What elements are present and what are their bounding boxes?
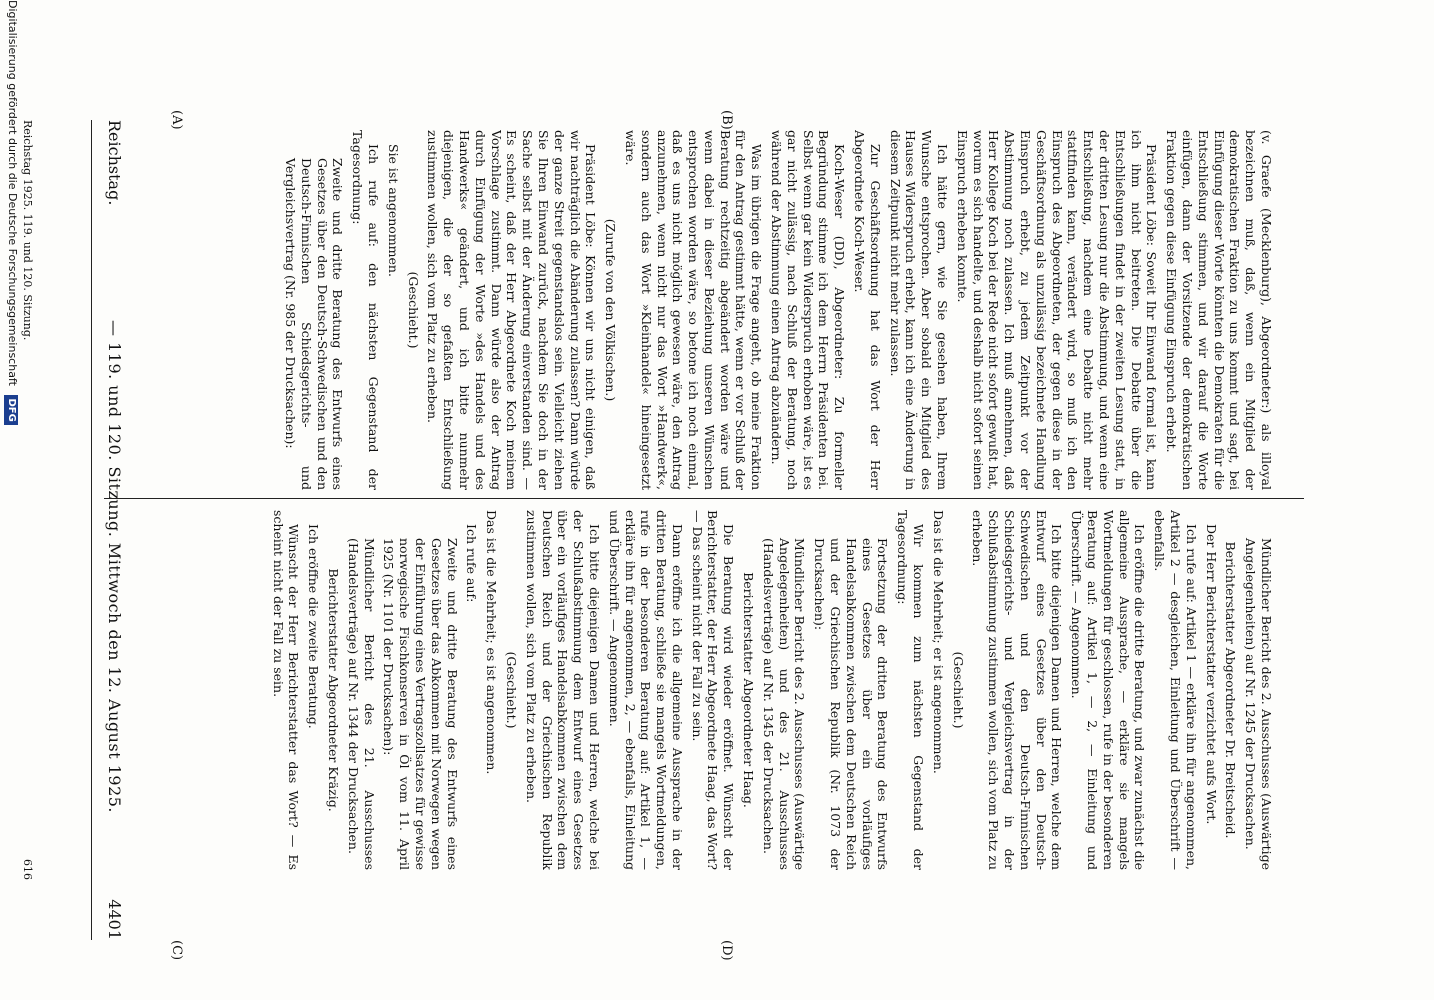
footer-number: 616 xyxy=(21,859,34,880)
paragraph: Berichterstatter Abgeordneter Dr. Breitscheid. xyxy=(1223,541,1239,839)
paragraph: Ich rufe auf: Artikel 1 — erkläre ihn für angenommen, Artikel 2 — desgleichen, Einleitung und Überschrift — ebenfalls. xyxy=(1152,510,1199,870)
paragraph: Wir kommen zum nächsten Gegenstand der Tagesordnung: xyxy=(895,510,927,870)
paragraph: Mündlicher Bericht des 2. Ausschusses (Auswärtige Angelegenheiten) und des 21. Ausschusses (Handelsverträge) auf Nr. 1345 der Drucksachen. xyxy=(760,538,808,870)
paragraph: Berichterstatter Abgeordneter Kräzig. xyxy=(325,568,341,812)
paragraph: Ich rufe auf: den nächsten Gegenstand der Tagesordnung: xyxy=(350,130,381,490)
footer-left: Reichstag 1925. 119. und 120. Sitzung. xyxy=(21,120,34,341)
header-center: — 119. und 120. Sitzung. Mittwoch den 12. August 1925. xyxy=(105,320,124,814)
agenda-item: Zweite und dritte Beratung des Entwurfs eines Gesetzes über das Abkommen mit Norwegen wegen der Einführung eines Vertragszollsatzes für gewisse norwegische Fischkonserven in Öl vom 11. April 1925 (Nr. 1101 der Drucksachen): xyxy=(381,538,460,870)
paragraph: (v. Graefe (Mecklenburg), Abgeordneter:) als illoyal bezeichnen muß, daß, wenn ein Mitglied der demokratischen Fraktion zu uns kommt und sagt, bei Einfügung dieser Worte könnten die Demokraten für die Entschließung stimmen, und wir darauf die Worte einfügen, dann der Vorsitzende der demokratischen Fraktion gegen diese Einfügung Einspruch erhebt. xyxy=(1164,130,1274,490)
paragraph: Koch-Weser (DD), Abgeordneter: Zu formeller Begründung stimme ich dem Herrn Präsidenten bei. Selbst wenn gar kein Widerspruch erhoben wäre, ist es gar nicht zulässig, nach Schluß der Beratung, noch während der Abstimmung einen Antrag abzuändern. xyxy=(769,130,848,490)
paragraph: Sie ist angenommen. xyxy=(385,144,401,277)
interjection: (Geschieht.) xyxy=(405,271,421,349)
margin-marker-d: (D) xyxy=(719,940,734,961)
paragraph: Ich eröffne die dritte Beratung, und zwar zunächst die allgemeine Aussprache, — erkläre sie mangels Wortmeldungen für geschlossen, rufe in der besonderen Beratung auf: Artikel 1, — 2, — Einleitung und Überschrift. — Angenommen. xyxy=(1069,510,1148,870)
dfg-credit-text: Digitalisierung gefördert durch die Deutsche Forschungsgemeinschaft xyxy=(6,0,19,386)
paragraph: Mündlicher Bericht des 21. Ausschusses (Handelsverträge) auf Nr. 1344 der Drucksachen. xyxy=(345,538,377,870)
paragraph: Was im übrigen die Frage angeht, ob meine Fraktion für den Antrag gestimmt hätte, wenn er vor Schluß der Beratung rechtzeitig abgeändert worden wäre und wenn dabei in dieser Beziehung unseren Wünschen entsprochen worden wäre, so betone ich noch einmal, daß es uns nicht möglich gewesen wäre, den Antrag anzunehmen, wenn nicht nur das Wort »Handwerk«, sondern auch das Wort »Kleinhandel« hineingesetzt wäre. xyxy=(622,130,765,490)
agenda-item: Zweite und dritte Beratung des Entwurfs eines Gesetzes über den Deutsch-Schwedischen und den Deutsch-Finnischen Schiedsgerichts- und Vergleichsvertrag (Nr. 985 der Drucksachen): xyxy=(282,158,346,490)
paragraph: Ich bitte diejenigen Damen und Herren, welche bei der Schlußabstimmung dem Entwurf eines Gesetzes über ein vorläufiges Handelsabkommen zwischen dem Deutschen Reich und der Griechischen Republik zustimmen wollen, sich vom Platz zu erheben. xyxy=(523,510,602,870)
left-column xyxy=(134,130,1274,490)
paragraph: Wünscht der Herr Berichterstatter das Wort? — Es scheint nicht der Fall zu sein. xyxy=(270,510,302,870)
paragraph: Das ist die Mehrheit; er ist angenommen. xyxy=(930,510,946,774)
paragraph: Berichterstatter Abgeordneter Haag. xyxy=(741,572,757,808)
paragraph: Die Beratung wird wieder eröffnet. Wünscht der Berichterstatter, der Herr Abgeordnete Haag, das Wort? — Das scheint nicht der Fall zu sein. xyxy=(689,510,737,870)
dfg-credit xyxy=(2,0,22,1000)
paragraph: Präsident Löbe: Können wir uns nicht einigen, daß wir nachträglich die Abänderung zulassen? Dann würde der ganze Streit gegenstandslos sein. Vielleicht ziehen Sie Ihren Einwand zurück, nachdem Sie doch in der Sache selbst mit der Änderung einverstanden sind. — Es scheint, daß der Herr Abgeordnete Koch meinem Vorschlage zustimmt. Dann würde also der Antrag durch Einfügung der Worte »des Handels und des Handwerks« geändert, und ich bitte nunmehr diejenigen, die der so gefaßten Entschließung zustimmen wollen, sich vom Platz zu erheben. xyxy=(425,130,599,490)
right-column xyxy=(134,510,1274,870)
margin-marker-c: (C) xyxy=(169,940,184,961)
paragraph: Ich bitte diejenigen Damen und Herren, welche dem Entwurf eines Gesetzes über den Deutsch-Schwedischen und den Deutsch-Finnischen Schiedsgerichts- und Vergleichsvertrag in der Schlußabstimmung zustimmen wollen, sich vom Platz zu erheben. xyxy=(970,510,1065,870)
page-number: 4401 xyxy=(105,899,124,940)
agenda-item: Fortsetzung der dritten Beratung des Entwurfs eines Gesetzes über ein vorläufiges Handelsabkommen zwischen dem Deutschen Reich und der Griechischen Republik (Nr. 1073 der Drucksachen): xyxy=(812,538,891,870)
paragraph: Zur Geschäftsordnung hat das Wort der Herr Abgeordnete Koch-Weser. xyxy=(852,130,883,490)
column-separator xyxy=(104,498,1304,499)
interjection: (Geschieht.) xyxy=(950,651,966,729)
margin-marker-a: (A) xyxy=(169,110,184,130)
paragraph: Ich eröffne die zweite Beratung. xyxy=(306,524,322,729)
interjection: (Zurufe von den Völkischen.) xyxy=(603,218,619,402)
header-rule xyxy=(91,120,92,940)
paragraph: Dann eröffne ich die allgemeine Aussprache in der dritten Beratung, schließe sie mangels Wortmeldungen, rufe in der besonderen Beratung auf: Artikel 1, — erkläre ihn für angenommen, 2, — ebenfalls, Einleitung und Überschrift. — Angenommen. xyxy=(606,510,685,870)
paragraph: Der Herr Berichterstatter verzichtet aufs Wort. xyxy=(1203,524,1219,825)
interjection: (Geschieht.) xyxy=(503,651,519,729)
paragraph: Ich hätte gern, wie Sie gesehen haben, Ihrem Wunsche entsprochen. Aber sobald ein Mitglied des Hauses Widerspruch erhebt, kann ich eine Änderung in diesem Zeitpunkt nicht mehr zulassen. xyxy=(887,130,951,490)
page-header xyxy=(94,120,134,940)
paragraph: Präsident Löbe: Soweit Ihr Einwand formal ist, kann ich ihm nicht beitreten. Die Debatte über die Entschließungen findet in der zweiten Lesung statt, in der dritten Lesung nur die Abstimmung, und wenn eine Entschließung, nachdem eine Debatte nicht mehr stattfinden kann, verändert wird, so muß ich den Einspruch des Abgeordneten, der gegen diese in der Geschäftsordnung als unzulässig bezeichnete Handlung Einspruch erhebt, zu jedem Zeitpunkt vor der Abstimmung noch zulassen. Ich muß annehmen, daß Herr Kollege Koch bei der Rede nicht sofort gewußt hat, worum es sich handelte, und deshalb nicht sofort seinen Einspruch erheben konnte. xyxy=(954,130,1160,490)
paragraph: Ich rufe auf: xyxy=(464,524,480,603)
header-left: Reichstag. xyxy=(105,120,124,206)
paragraph: Das ist die Mehrheit; es ist angenommen. xyxy=(484,510,500,775)
margin-marker-b: (B) xyxy=(719,110,734,130)
paragraph: Mündlicher Bericht des 2. Ausschusses (Auswärtige Angelegenheiten) auf Nr. 1245 der Drucksachen. xyxy=(1243,538,1274,870)
dfg-logo: DFG xyxy=(4,395,18,424)
